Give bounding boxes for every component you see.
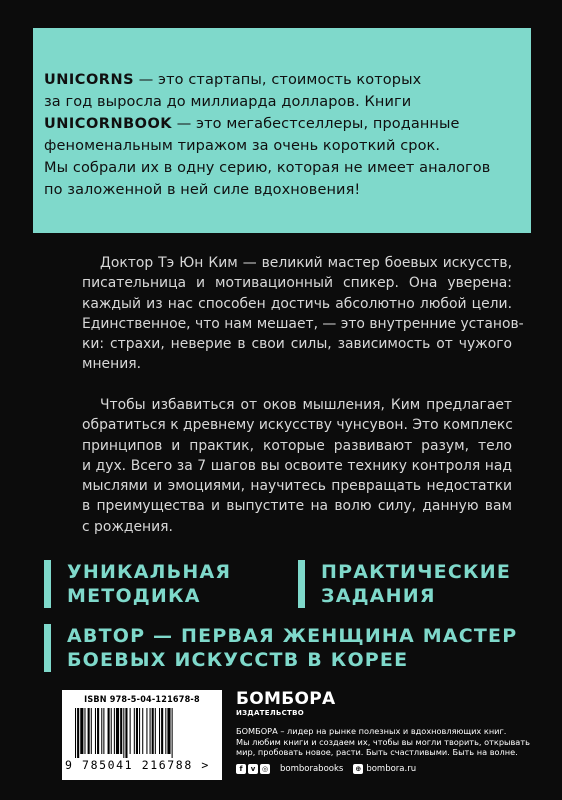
vk-icon[interactable]: v: [248, 764, 258, 774]
barcode-bar: [165, 708, 166, 754]
barcode-bar: [116, 708, 119, 754]
barcode-bar: [114, 708, 115, 754]
barcode-bar: [84, 708, 85, 754]
method-paragraph: Чтобы избавиться от оков мышления, Ким предлагает обратиться к древнему искусству чунсувон. Это комплекс принципов и практик, которые развивают разум, тело и дух. Всего за 7 шагов вы освоите технику контроля над мыслями и эмоциями, научитесь превращать недостатки в преимущества и выпустите на волю силу, данную вам с рождения.: [82, 397, 513, 535]
barcode-bar: [136, 708, 138, 754]
barcode-bar: [134, 708, 135, 754]
feature-practical-tasks: ПРАКТИЧЕСКИЕ ЗАДАНИЯ: [298, 560, 511, 608]
publisher-subtitle: ИЗДАТЕЛЬСТВО: [236, 709, 304, 717]
publisher-description: БОМБОРА – лидер на рынке полезных и вдохновляющих книг. Мы любим книги и создаем их, чтобы вы могли творить, открывать мир, пробовать новое, расти. Быть счастливыми. Быть на волне.: [236, 726, 530, 757]
series-description: UNICORNS — это стартапы, стоимость которых за год выросла до миллиарда долларов. Книги UNICORNBOOK — это мегабестселлеры, проданные феноменальным тиражом за очень короткий срок. Мы собрали их в одну серию, которая не имеет аналогов по заложенной в ней силе вдохновения!: [44, 72, 491, 198]
barcode-bar: [161, 708, 163, 754]
barcode-bar: [77, 708, 79, 758]
barcode-bar: [150, 708, 151, 754]
barcode-bar: [80, 708, 83, 754]
instagram-icon[interactable]: ◎: [261, 764, 269, 773]
barcode-bar: [155, 708, 156, 754]
barcode-bar: [123, 708, 124, 758]
barcode-bar: [120, 708, 122, 754]
feature-unique-method: УНИКАЛЬНАЯ МЕТОДИКА: [44, 560, 231, 608]
barcode-bar: [95, 708, 96, 754]
barcode-bar: [146, 708, 147, 754]
barcode-bar: [172, 708, 173, 758]
barcode-bar: [75, 708, 76, 758]
barcode-bar: [125, 708, 127, 758]
barcode-bar: [108, 708, 110, 754]
barcode-bar: [159, 708, 160, 754]
barcode-bar: [101, 708, 102, 754]
barcode-bar: [88, 708, 90, 754]
social-handle[interactable]: bomborabooks: [280, 763, 344, 774]
barcode: [62, 690, 222, 780]
globe-icon: ⊕: [353, 764, 363, 774]
social-links: [236, 764, 526, 774]
barcode-bar: [97, 708, 99, 754]
barcode-bar: [139, 708, 140, 754]
accent-bar: [44, 624, 51, 672]
publisher-logo: БОМБОРА: [236, 689, 336, 709]
accent-bar: [44, 560, 51, 608]
barcode-bar: [152, 708, 154, 754]
facebook-icon[interactable]: f: [236, 764, 246, 774]
barcode-bars: [75, 708, 209, 758]
barcode-bar: [130, 708, 131, 754]
barcode-bar: [111, 708, 112, 754]
author-paragraph: Доктор Тэ Юн Ким — великий мастер боевых искусств, писательница и мотивационный спикер. Она уверена: каждый из нас способен достичь абсолютно любой цели. Единственное, что нам мешает, — это внутренние установ- ки: страхи, неверие в свои силы, зависимость от чужого мнения.: [82, 255, 524, 373]
barcode-bar: [167, 708, 170, 754]
barcode-bar: [103, 708, 104, 754]
website-link[interactable]: bombora.ru: [366, 763, 417, 774]
barcode-bar: [91, 708, 92, 754]
publisher-block: [236, 689, 530, 774]
feature-author: АВТОР — ПЕРВАЯ ЖЕНЩИНА МАСТЕР БОЕВЫХ ИСКУССТВ В КОРЕЕ: [44, 624, 517, 672]
isbn-label: ISBN 978-5-04-121678-8: [84, 695, 200, 705]
barcode-digits: 9 785041 216788 >: [65, 758, 210, 772]
barcode-bar: [142, 708, 143, 754]
accent-bar: [298, 560, 305, 608]
